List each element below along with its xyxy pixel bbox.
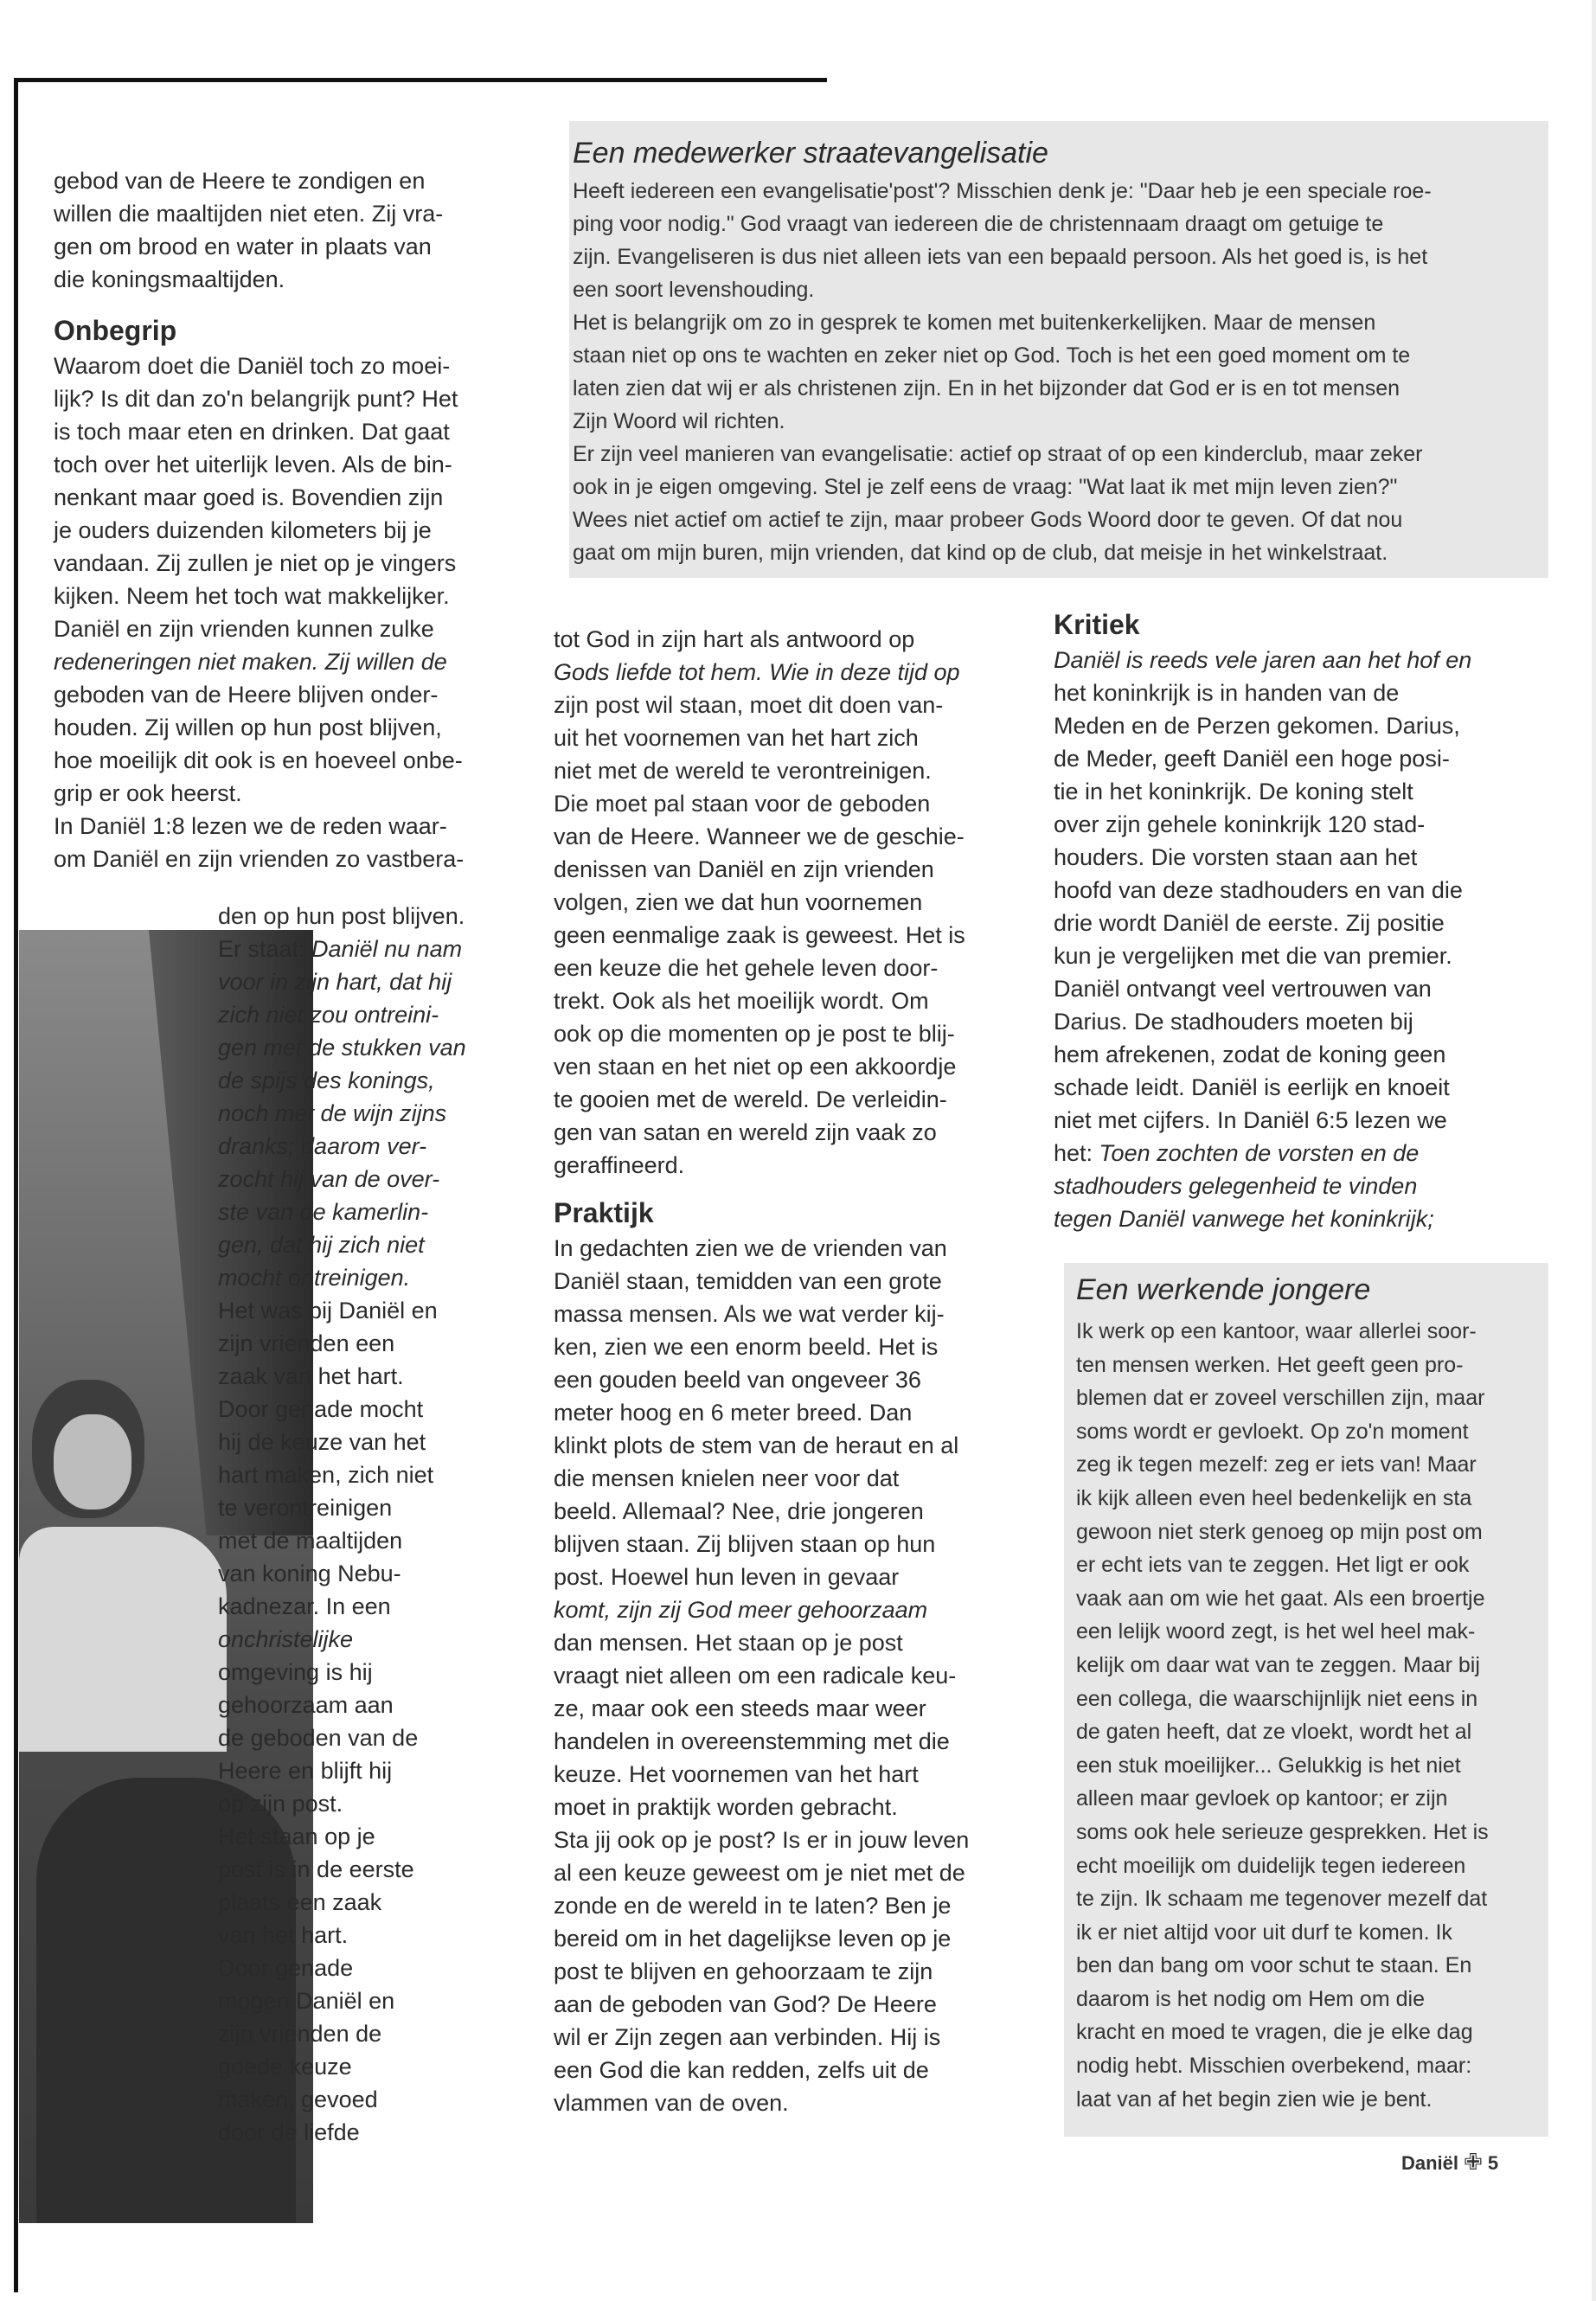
- col1-top-paragraph: gebod van de Heere te zondigen en willen die maaltijden niet eten. Zij vra- gen om brood en water in plaats van die koningsmaaltijden.: [54, 168, 444, 292]
- right-edge: [1592, 0, 1596, 2301]
- col1-paragraph-2: In Daniël 1:8 lezen we de reden waar- om Daniël en zijn vrienden zo vastbera-: [54, 813, 465, 872]
- col2-paragraph-1: [554, 623, 1021, 1182]
- col1n-quote: Daniël nu nam voor in zijn hart, dat hij zich niet zou ontreini- gen met de stukken van de spijs des konings, noch met de wijn zijns dranks; daarom ver- zocht hij van de over- ste van de kamerlin- gen, dat hij zich niet mocht ontreinigen.: [218, 936, 466, 1291]
- box2-title: Een werkende jongere: [1076, 1273, 1371, 1306]
- col3-paragraph-1: [1054, 644, 1547, 1235]
- col1n-para-b: Het staan op je post is in de eerste plaats een zaak van het hart. Door genade mogen Daniël en zijn vrienden de goede keuze maken, gevoed door de liefde: [218, 1823, 414, 2145]
- top-rule: [14, 78, 827, 82]
- col2-paragraph-3: Sta jij ook op je post? Is er in jouw leven al een keuze geweest om je niet met de zonde en de wereld in te laten? Ben je bereid om in het dagelijkse leven op je post te blijven en gehoorzaam te zijn aan de geboden van God? De Heere wil er Zijn zegen aan verbinden. Hij is een God die kan redden, zelfs uit de vlammen van de oven.: [554, 1827, 970, 2116]
- col2-paragraph-2: [554, 1232, 1021, 1823]
- col1-p1-rest: geboden van de Heere blijven onder- houden. Zij willen op hun post blijven, hoe moeilijk dit ook is en hoeveel onbe- grip er ook heerst.: [54, 682, 463, 806]
- heading-praktijk: Praktijk: [554, 1197, 654, 1228]
- col1-p1-italic: redeneringen niet maken. Zij willen de: [54, 649, 447, 675]
- col2-p1-start: tot God in zijn hart als antwoord op: [554, 626, 915, 652]
- photo-person-face: [54, 1414, 131, 1509]
- col1n-a-italic: onchristelijke: [218, 1626, 354, 1652]
- footer-label: Daniël: [1401, 2152, 1459, 2174]
- col3-p1-quote: Toen zochten de vorsten en de stadhouders gelegenheid te vinden tegen Daniël vanwege het koninkrijk;: [1054, 1140, 1434, 1232]
- box1-title: Een medewerker straatevangelisatie: [573, 137, 1048, 170]
- col1-paragraph-1: [54, 349, 521, 810]
- heading-kritiek: Kritiek: [1054, 609, 1140, 640]
- box1-paragraph-2: Het is belangrijk om zo in gesprek te komen met buitenkerkelijken. Maar de mensen staan niet op ons te wachten en zeker niet op God. Toch is het een goed moment om te laten zien dat wij er als christenen zijn. En in het bijzonder dat God er is en tot mensen Zijn Woord wil richten.: [573, 311, 1411, 433]
- box2-p1-text: Ik werk op een kantoor, waar allerlei soor- ten mensen werken. Het geeft geen pro- blemen dat er zoveel verschillen zijn, maar soms wordt er gevloekt. Op zo'n moment zeg ik tegen mezelf: zeg er iets van! Maar ik kijk alleen even heel bedenkelijk en sta gewoon niet sterk genoeg op mijn post om er echt iets van te zeggen. Het ligt er ook vaak aan om wie het gaat. Als een broertje een lelijk woord zegt, is het wel heel mak- kelijk om daar wat van te zeggen. Maar bij een collega, die waarschijnlijk niet eens in de gaten heeft, dat ze vloekt, wordt het al een stuk moeilijker... Gelukkig is het niet alleen maar gevloek op kantoor; er zijn soms ook hele serieuze gesprekken. Het is: [1076, 1319, 1489, 1844]
- col1n-a-text: Het was bij Daniël en zijn vrienden een zaak van het hart. Door genade mocht hij de keuze van het hart maken, zich niet te verontreinigen met de maaltijden van koning Nebu- kadnezar. In een: [218, 1298, 438, 1619]
- col2-p2-rest: dan mensen. Het staan op je post vraagt niet alleen om een radicale keu- ze, maar ook een steeds maar weer handelen in overeenstemming met die keuze. Het voornemen van het hart moet in praktijk worden gebracht.: [554, 1630, 957, 1820]
- sidebar-box-street-evangelism: [569, 121, 1548, 578]
- col1n-start: den op hun post blijven.: [218, 903, 465, 929]
- col1n-a-rest: omgeving is hij gehoorzaam aan de geboden van de Heere en blijft hij op zijn post.: [218, 1659, 419, 1817]
- sidebar-box-working-youth: [1064, 1263, 1548, 2137]
- box2-paragraph: [1076, 1315, 1548, 2116]
- photo-person-body: [19, 1527, 227, 1752]
- box1-paragraph-3: Er zijn veel manieren van evangelisatie: actief op straat of op een kinderclub, maar zeker ook in je eigen omgeving. Stel je zelf eens de vraag: "Wat laat ik met mijn leven zien?" Wees niet actief om actief te zijn, maar probeer Gods Woord door te geven. Of dat nou gaat om mijn buren, mijn vrienden, dat kind op de club, dat meisje in het winkelstraat.: [573, 442, 1423, 565]
- page-footer: [1401, 2149, 1498, 2176]
- col2-p2-text: In gedachten zien we de vrienden van Daniël staan, temidden van een grote massa mensen. Als we wat verder kij- ken, zien we een enorm beeld. Het is een gouden beeld van ongeveer 36 meter hoog en 6 meter breed. Dan klinkt plots de stem van de heraut en al die mensen knielen neer voor dat beeld. Allemaal? Nee, drie jongeren blijven staan. Zij blijven staan op hun post. Hoewel hun leven in gevaar: [554, 1235, 959, 1590]
- column-1-narrow: [218, 900, 521, 2149]
- col1n-er-staat: Er staat:: [218, 936, 312, 962]
- col3-p1-text: het koninkrijk is in handen van de Meden en de Perzen gekomen. Darius, de Meder, geeft Daniël een hoge posi- tie in het koninkrijk. De koning stelt over zijn gehele koninkrijk 120 stad- houders. Die vorsten staan aan het hoofd van deze stadhouders en van die drie wordt Daniël de eerste. Zij positie kun je vergelijken met die van premier. Daniël ontvangt veel vertrouwen van Darius. De stadhouders moeten bij hem afrekenen, zodat de koning geen schade leidt. Daniël is eerlijk en knoeit niet met cijfers. In Daniël 6:5 lezen we het:: [1054, 680, 1463, 1166]
- col2-p1-italic: Gods liefde tot hem. Wie in deze tijd op: [554, 659, 960, 685]
- page-number: 5: [1487, 2152, 1499, 2174]
- column-2: [554, 623, 1021, 2119]
- col1n-para-a: [218, 1294, 521, 1820]
- box2-p1-italic: echt moeilijk om duidelijk tegen iedereen: [1076, 1853, 1466, 1878]
- col2-p1-rest: zijn post wil staan, moet dit doen van- uit het voornemen van het hart zich niet met de wereld te verontreinigen. Die moet pal staan voor de geboden van de Heere. Wanneer we de geschie- denissen van Daniël en zijn vrienden volgen, zien we dat hun voornemen geen eenmalige zaak is geweest. Het is een keuze die het gehele leven door- trekt. Ook als het moeilijk wordt. Om ook op die momenten op je post te blij- ven staan en het niet op een akkoordje te gooien met de wereld. De verleidin- gen van satan en wereld zijn vaak zo geraffineerd.: [554, 692, 965, 1178]
- column-3: [1054, 606, 1547, 1235]
- col2-p2-italic: komt, zijn zij God meer gehoorzaam: [554, 1597, 928, 1623]
- box2-p1-rest: te zijn. Ik schaam me tegenover mezelf dat ik er niet altijd voor uit durf te komen. Ik ben dan bang om voor schut te staan. En daarom is het nodig om Hem om die kracht en moed te vragen, die je elke dag nodig hebt. Misschien overbekend, maar: laat van af het begin zien wie je bent.: [1076, 1887, 1488, 2112]
- heading-onbegrip: Onbegrip: [54, 315, 177, 346]
- col1n-quote-para: [218, 933, 521, 1294]
- box2-body: [1076, 1315, 1548, 2116]
- column-1: [54, 164, 521, 875]
- left-rule: [14, 78, 18, 2292]
- box1-paragraph-1: Heeft iedereen een evangelisatie'post'? Misschien denk je: "Daar heb je een speciale roe- ping voor nodig." God vraagt van iedereen die de christennaam draagt om getuige te zijn. Evangeliseren is dus niet alleen iets van een bepaald persoon. Als het goed is, is het een soort levenshouding.: [573, 179, 1432, 302]
- col1-p1-text: Waarom doet die Daniël toch zo moei- lijk? Is dit dan zo'n belangrijk punt? Het is toch maar eten en drinken. Dat gaat toch over het uiterlijk leven. Als de bin- nenkant maar goed is. Bovendien zijn je ouders duizenden kilometers bij je vandaan. Zij zullen je niet op je vingers kijken. Neem het toch wat makkelijker. Daniël en zijn vrienden kunnen zulke: [54, 353, 458, 642]
- box1-body: [569, 175, 1548, 569]
- cross-icon: ✙: [1464, 2149, 1483, 2175]
- col3-p1-italic: Daniël is reeds vele jaren aan het hof en: [1054, 647, 1472, 673]
